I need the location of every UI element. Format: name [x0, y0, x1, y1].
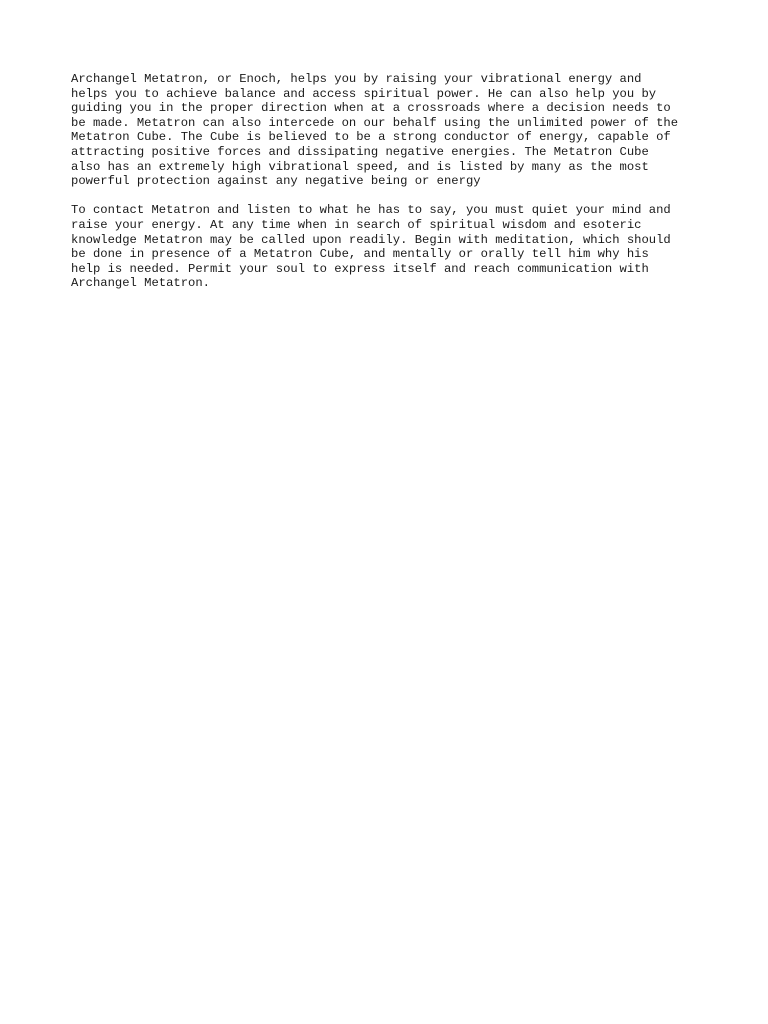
paragraph-1: [71, 72, 731, 189]
text-line: knowledge Metatron may be called upon readily. Begin with meditation, which should: [71, 232, 671, 247]
text-line: raise your energy. At any time when in search of spiritual wisdom and esoteric: [71, 217, 642, 232]
document-body: [71, 72, 731, 306]
text-line: also has an extremely high vibrational speed, and is listed by many as the most: [71, 159, 649, 174]
text-line: helps you to achieve balance and access spiritual power. He can also help you by: [71, 86, 657, 101]
text-line: powerful protection against any negative being or energy: [71, 174, 481, 189]
text-line: guiding you in the proper direction when at a crossroads where a decision needs to: [71, 101, 671, 116]
text-line: be done in presence of a Metatron Cube, and mentally or orally tell him why his: [71, 247, 649, 262]
text-line: Archangel Metatron.: [71, 276, 210, 291]
text-line: help is needed. Permit your soul to express itself and reach communication with: [71, 261, 649, 276]
text-line: Archangel Metatron, or Enoch, helps you by raising your vibrational energy and: [71, 72, 642, 86]
paragraph-2: [71, 203, 731, 291]
text-line: be made. Metatron can also intercede on our behalf using the unlimited power of the: [71, 115, 679, 130]
text-line: Metatron Cube. The Cube is believed to be a strong conductor of energy, capable of: [71, 130, 671, 145]
text-line: attracting positive forces and dissipating negative energies. The Metatron Cube: [71, 144, 649, 159]
text-line: To contact Metatron and listen to what he has to say, you must quiet your mind and: [71, 203, 671, 218]
